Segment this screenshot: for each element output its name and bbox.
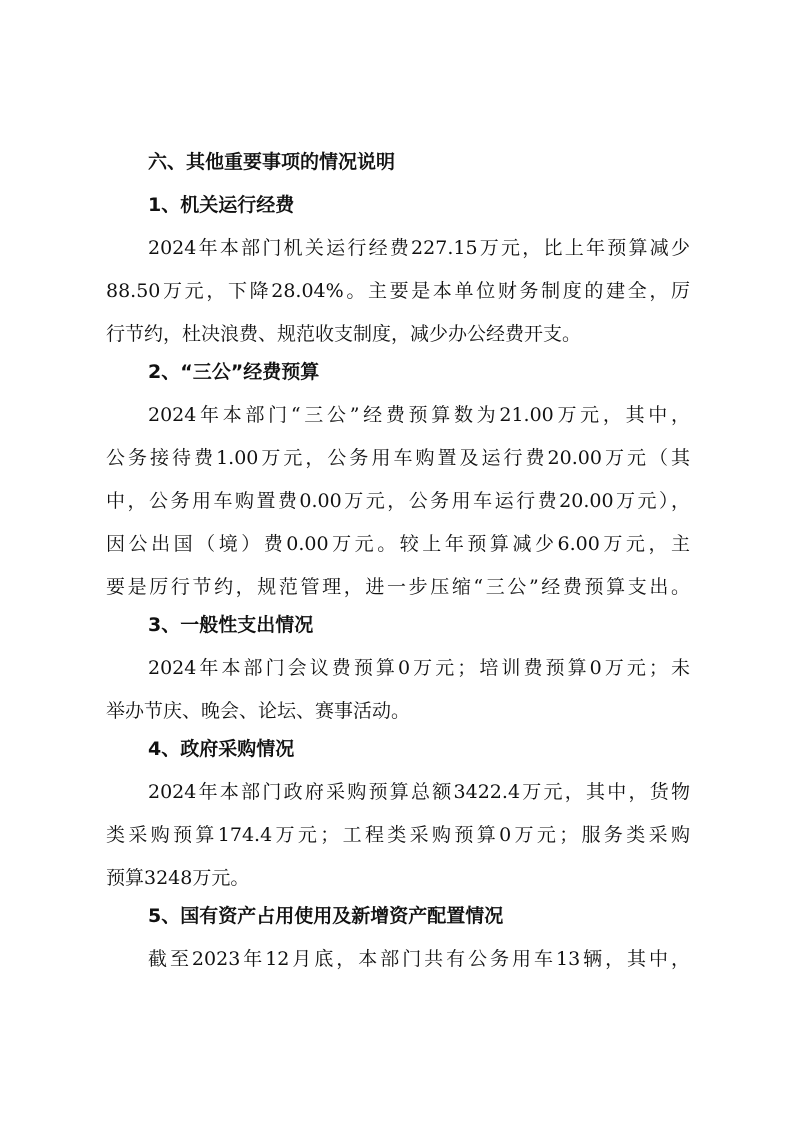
subsection-heading-5: 5、国有资产占用使用及新增资产配置情况 xyxy=(148,905,504,927)
paragraph-line: 中，公务用车购置费0.00万元，公务用车运行费20.00万元）， xyxy=(106,490,690,512)
subsection-heading-3: 3、一般性支出情况 xyxy=(148,614,314,636)
subsection-heading-2: 2、“三公”经费预算 xyxy=(148,361,320,383)
paragraph-line: 类采购预算174.4万元；工程类采购预算0万元；服务类采购 xyxy=(106,824,690,846)
section-title: 六、其他重要事项的情况说明 xyxy=(148,151,396,173)
paragraph-line: 举办节庆、晚会、论坛、赛事活动。 xyxy=(106,700,411,722)
paragraph-line: 2024年本部门会议费预算0万元；培训费预算0万元；未 xyxy=(148,657,690,679)
paragraph-line: 2024年本部门“三公”经费预算数为21.00万元，其中， xyxy=(148,404,690,426)
paragraph-line: 预算3248万元。 xyxy=(106,867,250,889)
paragraph-line: 2024年本部门政府采购预算总额3422.4万元，其中，货物 xyxy=(148,781,690,803)
paragraph-line: 88.50万元，下降28.04%。主要是本单位财务制度的建全，厉 xyxy=(106,280,690,302)
paragraph-line: 因公出国（境）费0.00万元。较上年预算减少6.00万元，主 xyxy=(106,533,690,555)
paragraph-line: 2024年本部门机关运行经费227.15万元，比上年预算减少 xyxy=(148,237,690,259)
subsection-heading-4: 4、政府采购情况 xyxy=(148,738,295,760)
paragraph-line: 行节约，杜决浪费、规范收支制度，减少办公经费开支。 xyxy=(106,323,582,345)
paragraph-line: 公务接待费1.00万元，公务用车购置及运行费20.00万元（其 xyxy=(106,447,690,469)
paragraph-line: 要是厉行节约，规范管理，进一步压缩“三公”经费预算支出。 xyxy=(106,576,690,598)
subsection-heading-1: 1、机关运行经费 xyxy=(148,194,295,216)
paragraph-line: 截至2023年12月底，本部门共有公务用车13辆，其中， xyxy=(148,948,690,970)
